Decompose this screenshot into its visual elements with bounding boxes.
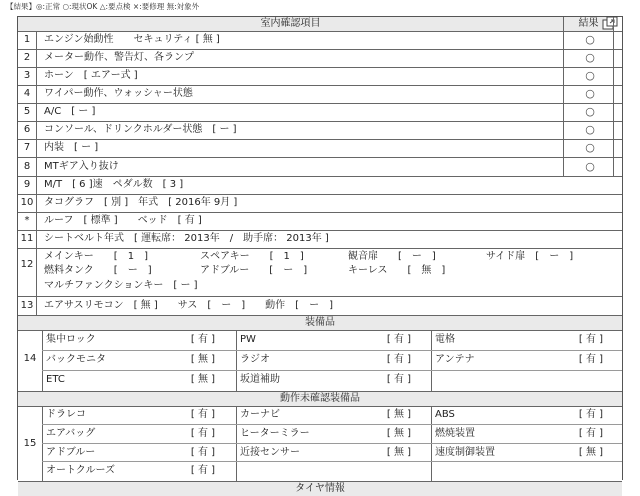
key-item: 観音扉 [ ー ] xyxy=(348,251,436,262)
row-number: 7 xyxy=(23,142,31,153)
equipment-label: アンテナ xyxy=(435,354,475,365)
result-mark: ○ xyxy=(585,141,595,154)
row-number: * xyxy=(24,215,30,226)
key-item: メインキー [ 1 ] xyxy=(44,251,148,262)
equipment-value: [ 無 ] xyxy=(190,354,216,365)
row-number: 4 xyxy=(23,88,31,99)
row-number: 1 xyxy=(23,34,31,45)
result-legend: 【結果】◎:正常 ○:現状OK △:要点検 ×:要修理 無:対象外 xyxy=(6,2,200,11)
row-number: 15 xyxy=(23,438,37,449)
result-mark: ○ xyxy=(585,105,595,118)
unverified-label: ヒーターミラー xyxy=(240,428,310,439)
inspection-sheet xyxy=(17,16,623,494)
result-mark: ○ xyxy=(585,123,595,136)
unverified-label: オートクルーズ xyxy=(46,465,115,476)
unverified-value: [ 有 ] xyxy=(190,409,216,420)
unverified-value: [ 有 ] xyxy=(190,465,216,476)
unverified-value: [ 無 ] xyxy=(386,428,412,439)
unverified-label: アドブルー xyxy=(46,447,96,458)
equipment-value: [ 無 ] xyxy=(190,374,216,385)
air-suspension-info: エアサスリモコン [ 無 ] サス [ ー ] 動作 [ ー ] xyxy=(44,300,333,311)
check-item: A/C [ ー ] xyxy=(44,106,96,117)
unverified-label: 速度制御装置 xyxy=(435,447,495,458)
check-item: コンソール、ドリンクホルダー状態 [ ー ] xyxy=(44,124,237,135)
section-title-tire: タイヤ情報 xyxy=(18,481,622,496)
check-item: MTギア入り抜け xyxy=(44,161,119,172)
unverified-value: [ 有 ] xyxy=(578,409,604,420)
unverified-value: [ 有 ] xyxy=(190,428,216,439)
equipment-label: 坂道補助 xyxy=(240,374,280,385)
roof-info: ルーフ [ 標準 ] ベッド [ 有 ] xyxy=(44,215,202,226)
row-number: 8 xyxy=(23,161,31,172)
check-item: メーター動作、警告灯、各ランプ xyxy=(44,52,194,63)
unverified-label: 近接センサー xyxy=(240,447,300,458)
result-mark: ○ xyxy=(585,87,595,100)
equipment-label: ラジオ xyxy=(240,354,270,365)
key-item: マルチファンクションキー [ ー ] xyxy=(44,280,198,291)
key-item: スペアキー [ 1 ] xyxy=(200,251,304,262)
row-number: 10 xyxy=(20,197,34,208)
row-number: 13 xyxy=(20,300,34,311)
equipment-label: PW xyxy=(240,334,256,345)
section-title-equipment: 装備品 xyxy=(18,315,622,330)
row-number: 5 xyxy=(23,106,31,117)
tachograph-info: タコグラフ [ 別 ] 年式 [ 2016年 9月 ] xyxy=(44,197,238,208)
equipment-value: [ 有 ] xyxy=(578,354,604,365)
result-mark: ○ xyxy=(585,51,595,64)
equipment-value: [ 有 ] xyxy=(190,334,216,345)
unverified-value: [ 無 ] xyxy=(578,447,604,458)
equipment-label: 集中ロック xyxy=(46,334,96,345)
equipment-value: [ 有 ] xyxy=(386,354,412,365)
check-item: ホーン [ エアー式 ] xyxy=(44,70,138,81)
row-number: 3 xyxy=(23,70,31,81)
key-item: キーレス [ 無 ] xyxy=(348,265,446,276)
equipment-label: ETC xyxy=(46,374,65,385)
unverified-label: ドラレコ xyxy=(46,409,86,420)
row-number: 9 xyxy=(23,179,31,190)
equipment-value: [ 有 ] xyxy=(578,334,604,345)
equipment-value: [ 有 ] xyxy=(386,334,412,345)
check-item: 内装 [ ー ] xyxy=(44,142,99,153)
unverified-value: [ 有 ] xyxy=(578,428,604,439)
result-mark: ○ xyxy=(585,160,595,173)
unverified-value: [ 無 ] xyxy=(386,409,412,420)
result-mark: ○ xyxy=(585,69,595,82)
unverified-value: [ 有 ] xyxy=(190,447,216,458)
equipment-label: バックモニタ xyxy=(46,354,106,365)
key-item: サイド扉 [ ー ] xyxy=(486,251,574,262)
result-column-header: 結果 xyxy=(564,17,613,31)
row-number: 6 xyxy=(23,124,31,135)
equipment-label: 電格 xyxy=(435,334,455,345)
unverified-label: エアバッグ xyxy=(46,428,96,439)
section-title-unverified: 動作未確認装備品 xyxy=(18,391,622,406)
unverified-label: カーナビ xyxy=(240,409,280,420)
row-number: 14 xyxy=(23,353,37,364)
copy-icon[interactable] xyxy=(601,16,621,32)
key-item: アドブルー [ ー ] xyxy=(200,265,308,276)
row-number: 12 xyxy=(20,259,34,270)
equipment-value: [ 有 ] xyxy=(386,374,412,385)
seatbelt-info: シートベルト年式 [ 運転席： 2013年 / 助手席： 2013年 ] xyxy=(44,233,329,244)
mt-info: M/T [ 6 ]速 ペダル数 [ 3 ] xyxy=(44,179,184,190)
unverified-value: [ 無 ] xyxy=(386,447,412,458)
row-number: 11 xyxy=(20,233,34,244)
row-number: 2 xyxy=(23,52,31,63)
result-mark: ○ xyxy=(585,33,595,46)
section-title-interior: 室内確認項目 xyxy=(18,17,563,31)
check-item: エンジン始動性 セキュリティ [ 無 ] xyxy=(44,34,220,45)
unverified-label: ABS xyxy=(435,409,455,420)
key-item: 燃料タンク [ ー ] xyxy=(44,265,152,276)
unverified-label: 燃焼装置 xyxy=(435,428,475,439)
check-item: ワイパー動作、ウォッシャー状態 xyxy=(44,88,193,99)
